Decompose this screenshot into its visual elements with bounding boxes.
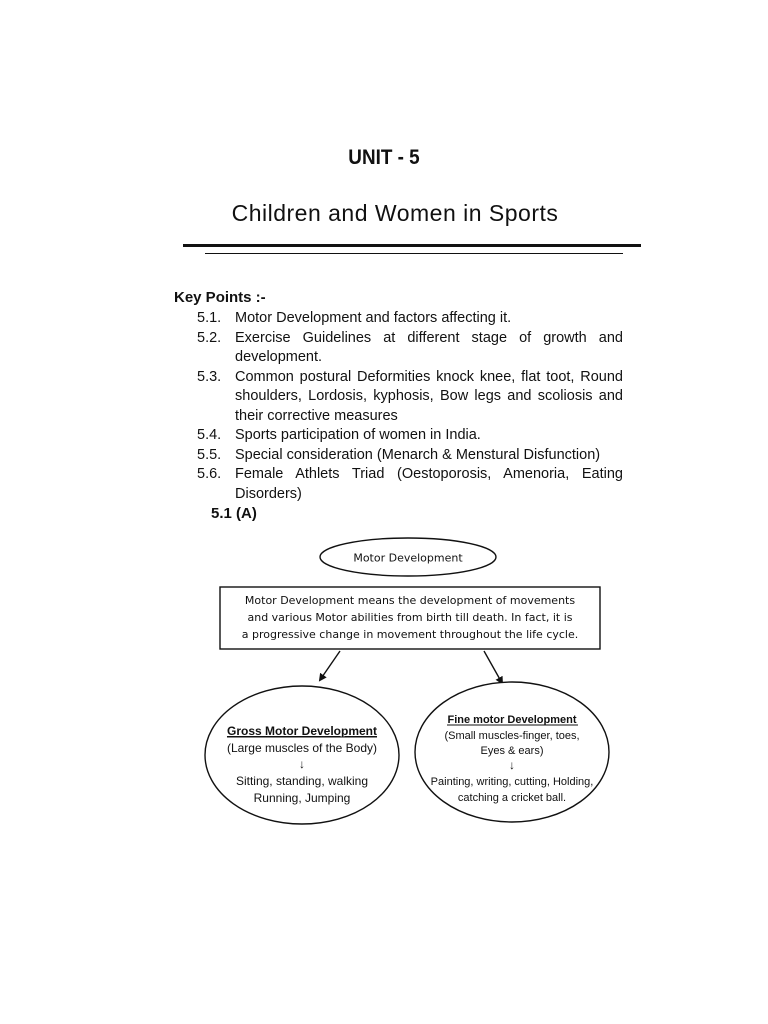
definition-line: a progressive change in movement throughout the life cycle. [241,628,579,641]
key-point-number: 5.2. [197,329,222,346]
key-point-number: 5.3. [197,368,222,385]
arrow-to-fine [484,651,502,683]
fine-motor-subtitle: (Small muscles-finger, toes, [444,730,580,742]
down-arrow-icon: ↓ [299,757,305,771]
key-point-text: Female Athlets Triad (Oestoporosis, Amenoria, Eating Disorders) [235,466,623,502]
definition-line: and various Motor abilities from birth till death. In fact, it is [247,611,573,624]
key-point-number: 5.1. [197,310,222,326]
gross-motor-title: Gross Motor Development [226,724,378,738]
key-points-heading: Key Points :- [174,289,266,306]
section-label: 5.1 (A) [211,505,257,522]
down-arrow-icon: ↓ [509,758,515,772]
key-point-text: Sports participation of women in India. [235,427,481,443]
key-point-text: Motor Development and factors affecting it. [235,310,512,326]
page-title: Children and Women in Sports [231,200,559,226]
fine-motor-subtitle: Eyes & ears) [480,745,544,757]
motor-development-node-label: Motor Development [353,551,463,565]
fine-motor-example: Painting, writing, cutting, Holding, [430,776,594,788]
key-point-number: 5.5. [197,446,222,463]
key-point-number: 5.4. [197,427,222,443]
fine-motor-title: Fine motor Development [447,714,577,726]
definition-line: Motor Development means the development of movements [244,594,576,607]
gross-motor-example: Sitting, standing, walking [235,774,369,788]
arrow-to-gross [320,651,340,680]
gross-motor-example: Running, Jumping [253,791,351,805]
key-point-text: Exercise Guidelines at different stage of growth and development. [235,329,623,365]
key-point-text: Common postural Deformities knock knee, flat toot, Round shoulders, Lordosis, kyphosis, Bow legs and scoliosis and their corrective measures [235,368,623,424]
fine-motor-example: catching a cricket ball. [457,792,567,804]
gross-motor-subtitle: (Large muscles of the Body) [226,741,378,755]
unit-label: UNIT - 5 [348,146,420,169]
key-point-number: 5.6. [197,466,222,482]
key-point-text: Special consideration (Menarch & Menstural Disfunction) [235,446,601,463]
